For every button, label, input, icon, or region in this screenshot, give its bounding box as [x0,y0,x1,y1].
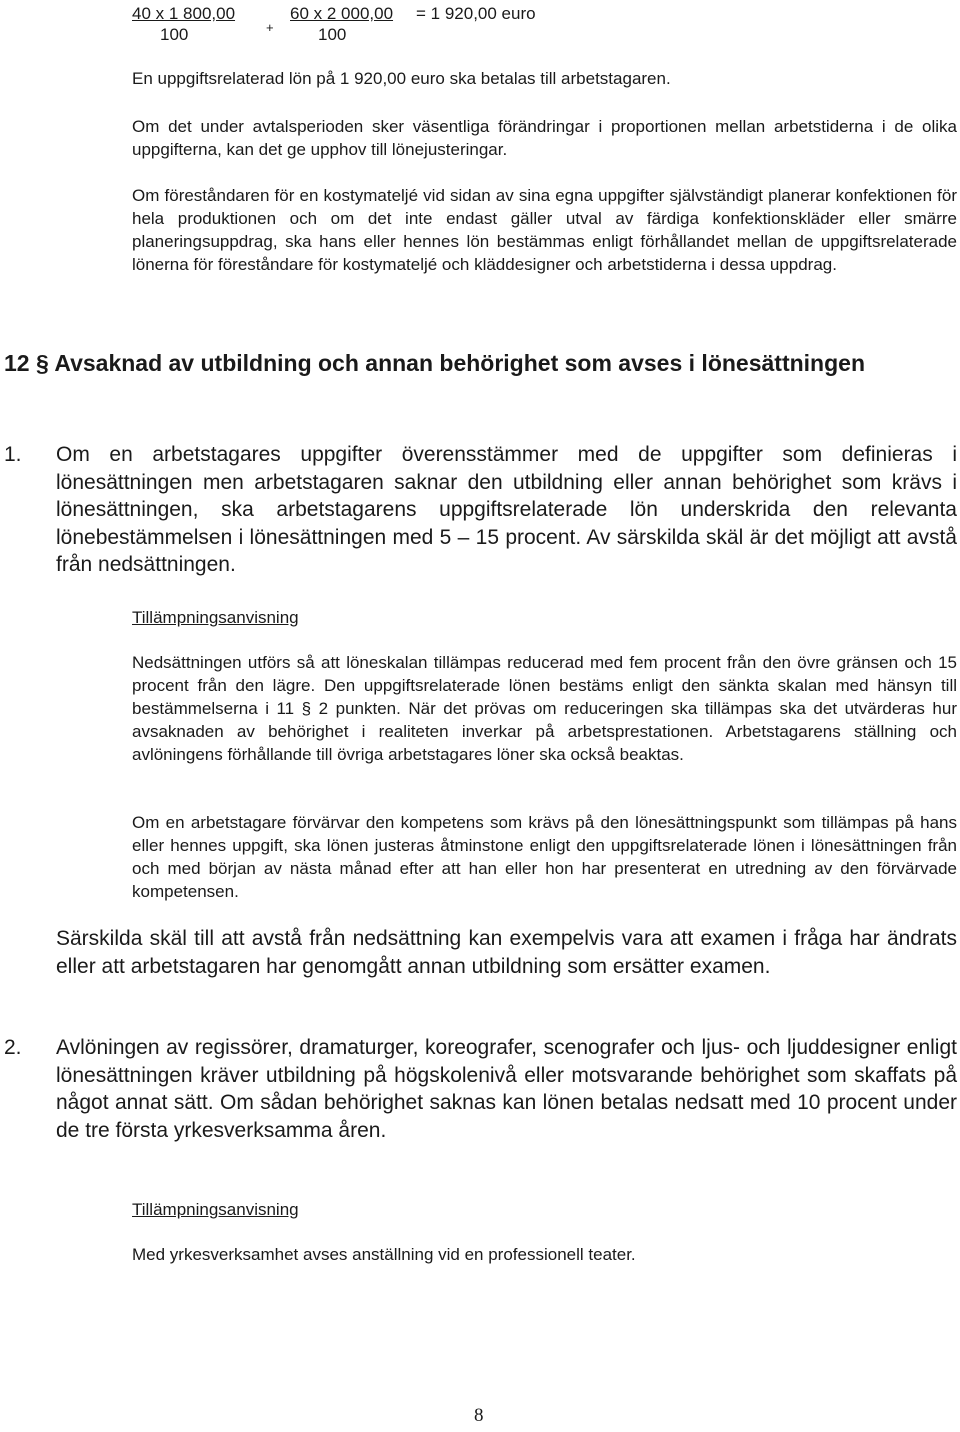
section-heading [4,348,944,378]
item-1-number: 1. [4,443,22,466]
item-2-number: 2. [4,1036,22,1059]
fraction-1-denominator: 100 [160,25,189,44]
plus-sign: + [266,20,274,35]
tillampning-text-1a: Nedsättningen utförs så att löneskalan tillämpas reducerad med fem procent från den övre gränsen och 15 procent från den lägre. Den uppgiftsrelaterade lönen bestäms enligt den sänkta skalan med hänsyn till bestämmelserna i 11 § 2 punkten. När det prövas om reduceringen ska tillämpas ska det utvärderas hur avsaknaden av behörighet i realiteten inverkar på arbetsprestationen. Arbetstagarens ställning och avlöningens förhållande till övriga arbetstagares löner ska också beaktas. [132,653,957,764]
tillampning-label-1: Tillämpningsanvisning [132,608,299,627]
item-1-text: Om en arbetstagares uppgifter överensstämmer med de uppgifter som definieras i lönesättningen men arbetstagaren saknar den utbildning eller annan behörighet som krävs i lönesättningen, ska arbetstagarens uppgiftsrelaterade lön underskrida den relevanta lönebestämmelsen i lönesättningen med 5 – 15 procent. Av särskilda skäl är det möjligt att avstå från nedsättningen. [56,443,957,577]
tillampning-text-1b: Om en arbetstagare förvärvar den kompetens som krävs på den lönesättningspunkt som tillämpas på hans eller hennes uppgift, ska lönen justeras åtminstone enligt den uppgiftsrelaterade lönen i lönesättningen från och med början av nästa månad efter att han eller hon har presenterat en utredning av den förvärvade kompetensen. [132,813,957,901]
tillampning-text-2: Med yrkesverksamhet avses anställning vid en professionell teater. [132,1245,636,1264]
fraction-1-numerator: 40 x 1 800,00 [132,4,236,23]
paragraph-costume-manager: Om föreståndaren för en kostymateljé vid sidan av sina egna uppgifter självständigt planerar konfektionen för hela produktionen och om det inte endast gäller utval av färdiga konfektionskläder eller smärre planeringsuppdrag, ska hans eller hennes lön bestämmas enligt förhållandet mellan de uppgiftsrelaterade lönerna för föreståndare för kostymateljé och kläddesigner och arbetstiderna i dessa uppdrag. [132,186,957,274]
section-title: Avsaknad av utbildning och annan behörighet som avses i lönesättningen [54,350,865,376]
paragraph-salary-result: En uppgiftsrelaterad lön på 1 920,00 euro ska betalas till arbetstagaren. [132,69,671,88]
fraction-2-numerator: 60 x 2 000,00 [290,4,394,23]
paragraph-changes: Om det under avtalsperioden sker väsentliga förändringar i proportionen mellan arbetstiderna i de olika uppgifterna, kan det ge upphov till lönejusteringar. [132,117,957,159]
fraction-2 [290,3,393,45]
tillampning-label-2: Tillämpningsanvisning [132,1200,299,1219]
formula-result: = 1 920,00 euro [416,4,536,23]
item-2-text: Avlöningen av regissörer, dramaturger, koreografer, scenografer och ljus- och ljuddesigner enligt lönesättningen kräver utbildning på högskolenivå eller motsvarande behörighet som skaffats på något annat sätt. Om sådan behörighet saknas kan lönen betalas nedsatt med 10 procent under de tre första yrkesverksamma åren. [56,1036,957,1142]
item-1-extra: Särskilda skäl till att avstå från nedsättning kan exempelvis vara att examen i fråga har ändrats eller att arbetstagaren har genomgått annan utbildning som ersätter examen. [56,927,957,978]
fraction-2-denominator: 100 [318,25,347,44]
section-number: 12 § [4,350,49,376]
page-number: 8 [474,1405,484,1426]
fraction-1 [132,3,235,45]
